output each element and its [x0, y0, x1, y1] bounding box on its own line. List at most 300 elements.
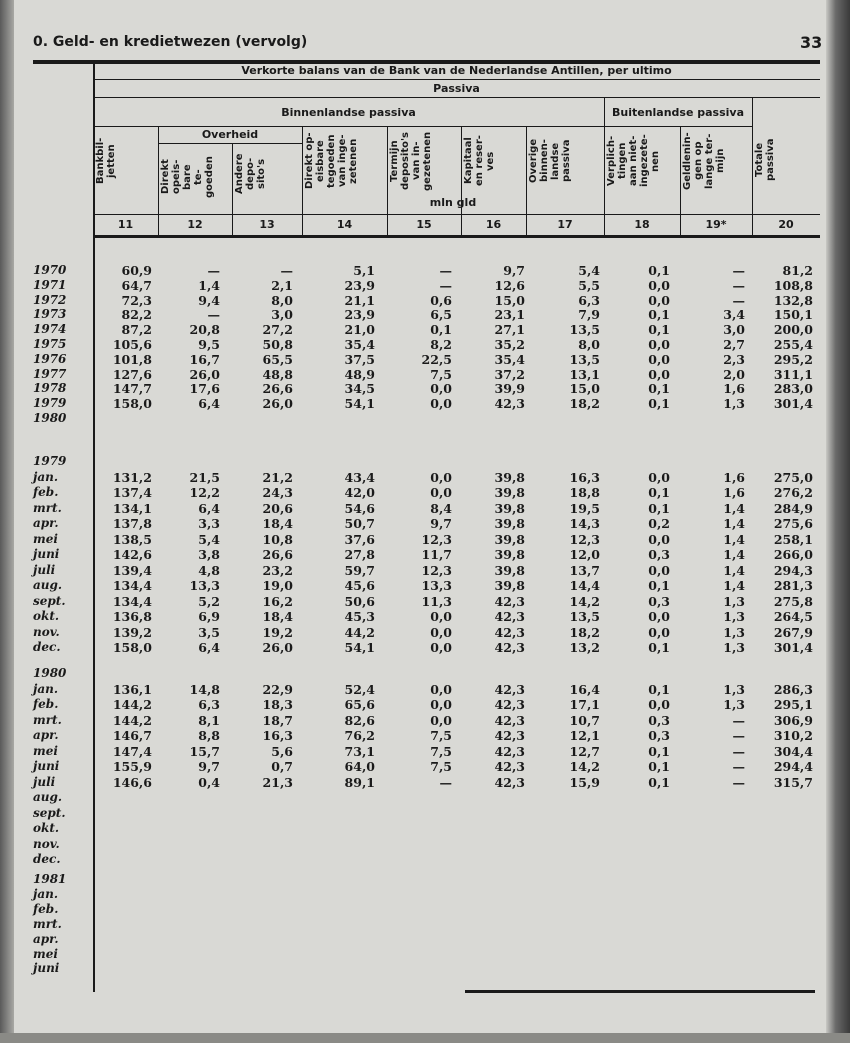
table-cell: 295,2	[773, 351, 813, 367]
table-cell: —	[732, 277, 745, 293]
table-cell: 42,3	[494, 774, 525, 790]
row-label: sept.	[33, 805, 66, 820]
column-header: Totale passiva	[754, 138, 776, 182]
table-cell: 12,2	[189, 485, 220, 500]
table-cell: 275,8	[773, 593, 813, 609]
table-cell: 54,1	[344, 396, 375, 412]
table-cell: 0,0	[430, 640, 452, 655]
row-label: jan.	[33, 469, 59, 484]
table-cell: 23,2	[262, 562, 293, 578]
column-header: Direkt op- eisbare tegoeden van inge- zetenen	[304, 132, 359, 190]
table-cell: 275,0	[773, 469, 813, 485]
table-cell: 0,0	[648, 697, 670, 712]
table-cell: 16,2	[262, 593, 293, 609]
column-header: Bankbil- jetten	[95, 137, 117, 185]
rule	[158, 143, 302, 144]
table-row	[0, 263, 850, 278]
table-cell: 0,0	[648, 469, 670, 485]
table-cell: 0,2	[648, 516, 670, 531]
table-cell: 7,5	[430, 759, 452, 774]
table-cell: 18,3	[262, 697, 293, 712]
table-cell: 1,4	[723, 516, 745, 531]
table-row	[0, 367, 850, 382]
table-cell: 294,3	[773, 562, 813, 578]
table-cell: 1,4	[723, 531, 745, 547]
table-cell: —	[732, 743, 745, 759]
table-cell: 0,4	[198, 774, 220, 790]
table-cell: 137,4	[112, 485, 152, 500]
table-cell: —	[439, 277, 452, 293]
table-cell: 147,4	[112, 743, 152, 759]
rule	[752, 98, 753, 238]
table-cell: 1,3	[723, 593, 745, 609]
table-cell: 9,5	[198, 337, 220, 352]
rule	[93, 79, 820, 80]
table-cell: 39,8	[494, 578, 525, 593]
foreign-heading: Buitenlandse passiva	[611, 106, 745, 119]
table-cell: 82,6	[344, 712, 375, 728]
row-label: mei	[33, 946, 58, 961]
table-cell: 42,3	[494, 697, 525, 712]
table-cell: 295,1	[773, 697, 813, 712]
table-cell: 276,2	[773, 485, 813, 500]
table-cell: 5,5	[578, 277, 600, 293]
table-row	[0, 917, 850, 932]
table-cell: 1,3	[723, 396, 745, 412]
row-label: mrt.	[33, 916, 62, 931]
row-label: okt.	[33, 821, 60, 835]
table-cell: 147,7	[112, 381, 152, 397]
block-year-label: 1980	[33, 666, 67, 680]
table-cell: 8,0	[271, 292, 293, 308]
table-cell: 0,1	[648, 322, 670, 338]
table-row	[0, 902, 850, 917]
table-row	[0, 578, 850, 593]
table-row	[0, 609, 850, 624]
table-cell: 45,6	[344, 578, 375, 593]
table-cell: 108,8	[773, 277, 813, 293]
table-cell: 42,3	[494, 593, 525, 609]
table-cell: 39,8	[494, 516, 525, 531]
table-cell: 42,3	[494, 640, 525, 655]
table-cell: 0,0	[648, 531, 670, 547]
table-cell: 27,1	[494, 322, 525, 338]
table-cell: 73,1	[344, 743, 375, 759]
table-cell: 6,3	[198, 697, 220, 712]
table-cell: 137,8	[112, 516, 152, 531]
page-number: 33	[800, 33, 823, 52]
table-cell: 52,4	[344, 681, 375, 697]
table-row	[0, 697, 850, 712]
table-cell: —	[732, 292, 745, 308]
table-cell: 5,4	[578, 263, 600, 278]
table-cell: 21,3	[262, 774, 293, 790]
table-cell: 42,3	[494, 396, 525, 412]
row-label: 1978	[33, 381, 67, 396]
table-row	[0, 625, 850, 640]
table-cell: 45,3	[344, 609, 375, 624]
table-cell: 3,4	[723, 307, 745, 323]
table-cell: 0,1	[648, 774, 670, 790]
table-cell: 266,0	[773, 547, 813, 562]
table-cell: 54,1	[344, 640, 375, 655]
table-cell: 0,3	[648, 593, 670, 609]
table-cell: 14,2	[569, 593, 600, 609]
table-cell: 72,3	[121, 292, 152, 308]
table-cell: 136,1	[112, 681, 152, 697]
column-number: 18	[634, 218, 650, 231]
table-cell: 42,3	[494, 728, 525, 743]
table-row	[0, 516, 850, 531]
table-row	[0, 381, 850, 396]
table-cell: 18,7	[262, 712, 293, 728]
table-cell: 275,6	[773, 516, 813, 531]
table-cell: 283,0	[773, 381, 813, 397]
row-label: 1979	[33, 396, 67, 411]
table-cell: 42,3	[494, 624, 525, 640]
table-cell: 1,3	[723, 697, 745, 712]
table-cell: 9,4	[198, 292, 220, 308]
table-cell: 134,4	[112, 593, 152, 609]
table-cell: 12,6	[494, 277, 525, 293]
table-cell: 0,0	[648, 609, 670, 624]
table-row	[0, 713, 850, 728]
table-cell: 101,8	[112, 351, 152, 367]
row-label: jan.	[33, 681, 59, 696]
table-cell: 0,7	[271, 759, 293, 774]
table-cell: 35,2	[494, 337, 525, 352]
table-cell: 0,3	[648, 712, 670, 728]
table-cell: 21,2	[262, 469, 293, 485]
table-cell: 19,0	[262, 578, 293, 593]
column-number: 19*	[705, 218, 727, 231]
row-label: 1973	[33, 307, 67, 322]
table-cell: 1,4	[723, 500, 745, 516]
section-title: 0. Geld- en kredietwezen (vervolg)	[33, 34, 308, 50]
table-cell: 21,5	[189, 469, 220, 485]
table-cell: 158,0	[112, 396, 152, 412]
table-cell: 1,4	[198, 277, 220, 293]
table-cell: 39,8	[494, 500, 525, 516]
table-row	[0, 837, 850, 852]
table-cell: —	[732, 774, 745, 790]
table-cell: 9,7	[198, 759, 220, 774]
table-row	[0, 852, 850, 867]
table-cell: 3,0	[271, 307, 293, 323]
table-cell: 89,1	[344, 774, 375, 790]
table-cell: 144,2	[112, 712, 152, 728]
table-cell: 13,2	[569, 640, 600, 655]
column-header: Termijn deposito's van in- gezetenen	[389, 131, 433, 191]
table-cell: 2,7	[723, 337, 745, 352]
table-row	[0, 821, 850, 836]
table-cell: 146,7	[112, 728, 152, 743]
table-cell: 7,5	[430, 366, 452, 382]
table-cell: 7,5	[430, 728, 452, 743]
table-cell: 39,8	[494, 531, 525, 547]
table-row	[0, 790, 850, 805]
block-heading-row	[0, 666, 850, 681]
table-cell: 42,3	[494, 609, 525, 624]
table-cell: 258,1	[773, 531, 813, 547]
table-cell: 306,9	[773, 712, 813, 728]
row-label: 1974	[33, 322, 67, 337]
table-row	[0, 352, 850, 367]
table-row	[0, 501, 850, 516]
table-cell: 15,9	[569, 774, 600, 790]
row-label: juli	[33, 774, 56, 789]
table-cell: 5,1	[353, 263, 375, 278]
column-header: Direkt opeis- bare te- goeden	[160, 156, 215, 198]
table-cell: 155,9	[112, 759, 152, 774]
table-cell: 12,3	[421, 531, 452, 547]
table-cell: 132,8	[773, 292, 813, 308]
table-cell: 8,2	[430, 337, 452, 352]
table-cell: 14,4	[569, 578, 600, 593]
row-label: mei	[33, 743, 58, 758]
column-header: Overige binnen- landse passiva	[528, 138, 572, 184]
table-cell: 0,1	[648, 743, 670, 759]
row-label: feb.	[33, 901, 59, 916]
table-cell: 50,7	[344, 516, 375, 531]
row-label: okt.	[33, 609, 60, 623]
table-cell: 12,3	[421, 562, 452, 578]
table-cell: 39,9	[494, 381, 525, 397]
table-cell: 136,8	[112, 609, 152, 624]
table-cell: 76,2	[344, 728, 375, 743]
row-label: feb.	[33, 485, 59, 499]
table-cell: —	[439, 774, 452, 790]
column-header: Geldlenin- gen op lange ter- mijn	[682, 132, 726, 190]
table-cell: 0,6	[430, 292, 452, 308]
table-cell: 3,0	[723, 322, 745, 338]
table-cell: 27,2	[262, 322, 293, 338]
row-label: juli	[33, 562, 56, 577]
table-cell: 146,6	[112, 774, 152, 790]
table-cell: 0,0	[430, 697, 452, 712]
row-label: 1971	[33, 277, 67, 292]
column-header: Andere depo- sito's	[234, 153, 267, 195]
table-cell: 37,5	[344, 351, 375, 367]
table-cell: 6,4	[198, 500, 220, 516]
table-cell: 44,2	[344, 624, 375, 640]
table-cell: 42,3	[494, 712, 525, 728]
table-cell: —	[732, 263, 745, 278]
table-cell: 1,6	[723, 485, 745, 500]
table-cell: 16,3	[262, 728, 293, 743]
block-year-label: 1981	[33, 872, 67, 886]
table-row	[0, 932, 850, 947]
table-cell: 0,1	[430, 322, 452, 338]
table-cell: 0,0	[430, 681, 452, 697]
table-cell: 1,3	[723, 681, 745, 697]
table-row	[0, 278, 850, 293]
table-cell: 26,0	[262, 640, 293, 655]
column-number: 12	[187, 218, 203, 231]
table-row	[0, 759, 850, 774]
table-cell: 281,3	[773, 578, 813, 593]
table-cell: 15,7	[189, 743, 220, 759]
table-cell: 23,9	[344, 277, 375, 293]
table-cell: 0,1	[648, 381, 670, 397]
row-label: mrt.	[33, 500, 62, 515]
table-cell: 0,0	[430, 469, 452, 485]
row-label: juni	[33, 961, 60, 976]
table-cell: 8,4	[430, 500, 452, 516]
table-cell: 1,4	[723, 562, 745, 578]
table-title: Verkorte balans van de Bank van de Nederlandse Antillen, per ultimo	[241, 64, 672, 77]
table-cell: 142,6	[112, 547, 152, 562]
column-number: 15	[416, 218, 432, 231]
table-cell: 0,0	[430, 712, 452, 728]
table-cell: 39,8	[494, 469, 525, 485]
table-cell: 0,0	[430, 381, 452, 397]
table-cell: 42,3	[494, 681, 525, 697]
table-cell: 12,1	[569, 728, 600, 743]
row-label: aug.	[33, 578, 63, 592]
table-cell: 5,6	[271, 743, 293, 759]
row-label: mrt.	[33, 712, 62, 727]
row-label: 1980	[33, 411, 67, 425]
table-row	[0, 322, 850, 337]
table-cell: 6,5	[430, 307, 452, 323]
table-cell: 7,9	[578, 307, 600, 323]
table-cell: 286,3	[773, 681, 813, 697]
table-cell: 267,9	[773, 624, 813, 640]
table-row	[0, 728, 850, 743]
table-cell: 16,3	[569, 469, 600, 485]
column-number: 17	[557, 218, 573, 231]
table-cell: 6,9	[198, 609, 220, 624]
table-cell: —	[207, 263, 220, 278]
passiva-heading: Passiva	[433, 82, 480, 95]
column-header: Kapitaal en reser- ves	[463, 135, 496, 187]
table-cell: 144,2	[112, 697, 152, 712]
table-cell: 14,2	[569, 759, 600, 774]
column-number: 20	[778, 218, 794, 231]
table-cell: 0,1	[648, 396, 670, 412]
row-label: nov.	[33, 836, 60, 851]
table-cell: 4,8	[198, 562, 220, 578]
column-header: Verplich- tingen aan niet- ingezete- nen	[606, 134, 661, 188]
row-label: mei	[33, 531, 58, 546]
rule	[93, 126, 752, 127]
table-cell: 8,0	[578, 337, 600, 352]
table-cell: 18,4	[262, 516, 293, 531]
column-number: 16	[485, 218, 502, 231]
table-row	[0, 640, 850, 655]
table-cell: 13,7	[569, 562, 600, 578]
table-cell: 42,0	[344, 485, 375, 500]
table-cell: 11,7	[421, 547, 452, 562]
table-cell: 26,6	[262, 547, 293, 562]
column-number: 14	[336, 218, 353, 231]
table-cell: 24,3	[262, 485, 293, 500]
table-cell: 0,1	[648, 263, 670, 278]
table-cell: 139,4	[112, 562, 152, 578]
table-cell: 1,6	[723, 469, 745, 485]
table-cell: 16,7	[189, 351, 220, 367]
table-cell: 105,6	[112, 337, 152, 352]
table-cell: 23,1	[494, 307, 525, 323]
table-cell: 42,3	[494, 743, 525, 759]
table-cell: 9,7	[430, 516, 452, 531]
table-cell: 315,7	[773, 774, 813, 790]
table-cell: 7,5	[430, 743, 452, 759]
table-cell: 284,9	[773, 500, 813, 516]
table-cell: 20,8	[189, 322, 220, 338]
table-cell: 0,0	[430, 396, 452, 412]
table-cell: 39,8	[494, 562, 525, 578]
table-cell: 27,8	[344, 547, 375, 562]
table-cell: 0,3	[648, 547, 670, 562]
table-cell: 59,7	[344, 562, 375, 578]
table-cell: 294,4	[773, 759, 813, 774]
table-cell: 82,2	[121, 307, 152, 323]
table-cell: 0,0	[648, 366, 670, 382]
table-row	[0, 744, 850, 759]
row-label: juni	[33, 547, 60, 561]
table-cell: 17,6	[189, 381, 220, 397]
table-cell: 5,2	[198, 593, 220, 609]
table-cell: 158,0	[112, 640, 152, 655]
table-cell: 37,2	[494, 366, 525, 382]
row-label: apr.	[33, 931, 59, 946]
column-number: 13	[259, 218, 275, 231]
block-heading-row	[0, 872, 850, 887]
table-cell: —	[439, 263, 452, 278]
table-cell: 200,0	[773, 322, 813, 338]
table-cell: 1,3	[723, 624, 745, 640]
table-cell: 0,0	[648, 624, 670, 640]
table-cell: 0,1	[648, 759, 670, 774]
table-cell: 81,2	[782, 263, 813, 278]
table-cell: 6,3	[578, 292, 600, 308]
table-cell: 10,8	[262, 531, 293, 547]
unit-label: mln gld	[429, 196, 477, 209]
table-cell: 22,9	[262, 681, 293, 697]
table-cell: 37,6	[344, 531, 375, 547]
table-cell: 13,3	[189, 578, 220, 593]
table-row	[0, 806, 850, 821]
table-cell: 43,4	[344, 469, 375, 485]
table-cell: 20,6	[262, 500, 293, 516]
table-cell: 0,1	[648, 681, 670, 697]
table-cell: 42,3	[494, 759, 525, 774]
table-cell: 19,5	[569, 500, 600, 516]
block-heading-row	[0, 454, 850, 469]
table-cell: 64,0	[344, 759, 375, 774]
table-cell: 13,5	[569, 322, 600, 338]
row-label: dec.	[33, 852, 61, 866]
table-cell: 131,2	[112, 469, 152, 485]
table-cell: 65,6	[344, 697, 375, 712]
table-cell: 10,7	[569, 712, 600, 728]
table-cell: 26,0	[262, 396, 293, 412]
row-label: 1976	[33, 351, 67, 366]
header-bottom-rule	[93, 235, 820, 238]
rule	[93, 97, 820, 98]
table-cell: 127,6	[112, 366, 152, 382]
row-label: 1972	[33, 292, 67, 307]
table-cell: 18,4	[262, 609, 293, 624]
table-cell: 264,5	[773, 609, 813, 624]
table-cell: 9,7	[503, 263, 525, 278]
table-cell: 18,2	[569, 396, 600, 412]
table-row	[0, 887, 850, 902]
table-row	[0, 775, 850, 790]
row-label: jan.	[33, 886, 59, 901]
